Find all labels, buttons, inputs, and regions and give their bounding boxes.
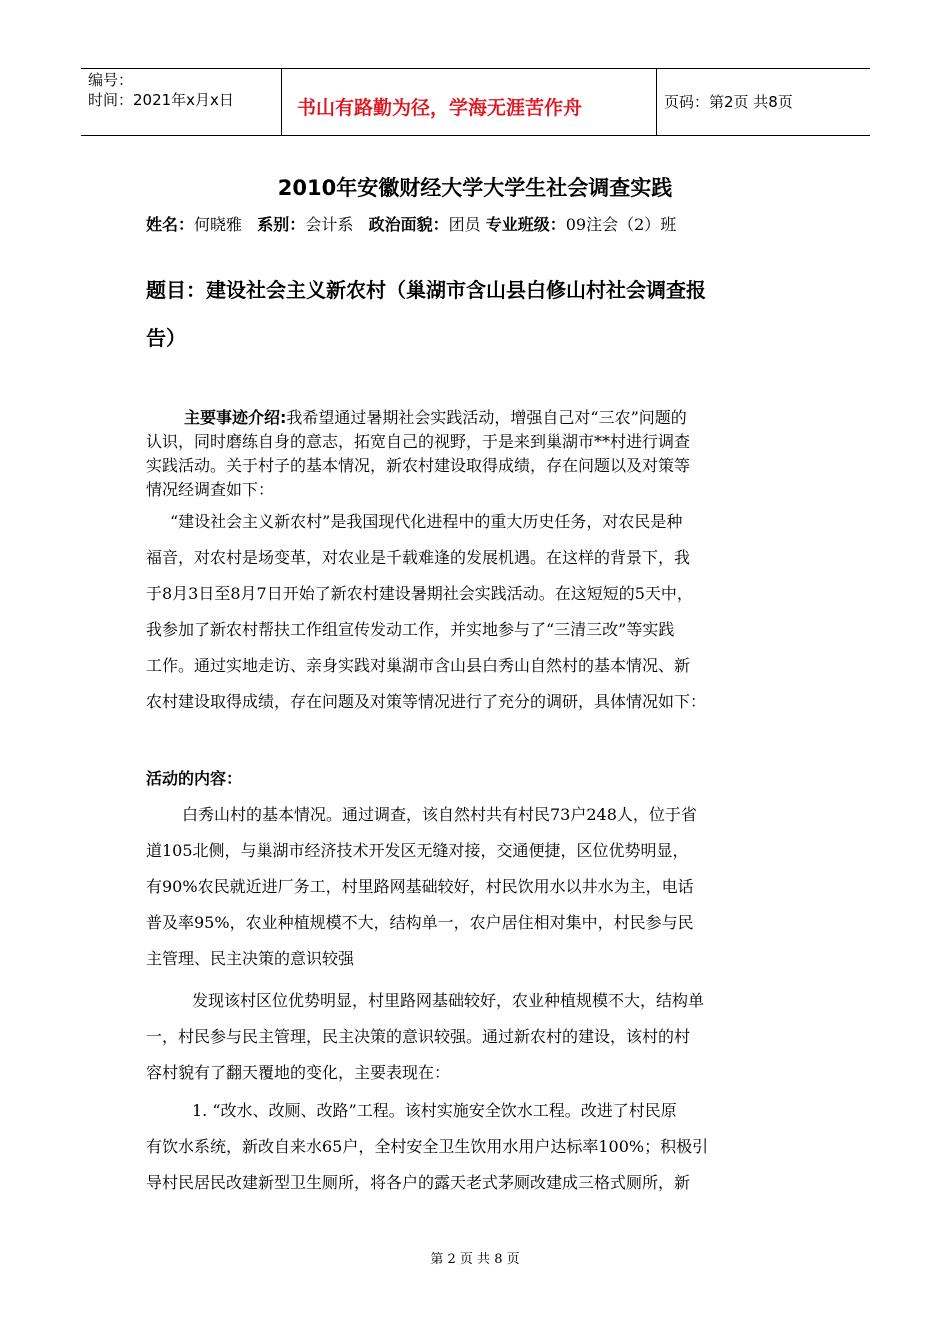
political-label: 政治面貌： (368, 215, 449, 234)
paragraph-line: “建设社会主义新农村”是我国现代化进程中的重大历史任务，对农民是种 (170, 512, 683, 531)
page-title: 2010年安徽财经大学大学生社会调查实践 (277, 176, 673, 200)
intro-line: 认识，同时磨练自身的意志，拓宽自己的视野，于是来到巢湖市**村进行调查 (146, 432, 691, 451)
paragraph-line: 导村民居民改建新型卫生厕所，将各户的露天老式茅厕改建成三格式厕所，新 (146, 1173, 691, 1192)
header-motto: 书山有路勤为径，学海无涯苦作舟 (297, 97, 583, 119)
paragraph-line: 有饮水系统，新改自来水65户，全村安全卫生饮用水用户达标率100%；积极引 (146, 1137, 709, 1156)
paragraph-2 (146, 797, 697, 977)
paragraph-line: 普及率95%，农业种植规模不大，结构单一，农户居住相对集中，村民参与民 (146, 913, 694, 932)
paragraph-line: 农村建设取得成绩，存在问题及对策等情况进行了充分的调研，具体情况如下： (146, 692, 707, 711)
paragraph-line: 主管理、民主决策的意识较强 (146, 949, 355, 968)
header-page-info: 页码：第2页 共8页 (664, 93, 793, 111)
intro-line: 情况经调查如下： (146, 480, 275, 499)
paragraph-line: 白秀山村的基本情况。通过调查，该自然村共有村民73户248人，位于省 (182, 805, 697, 824)
header-date: 时间：2021年x月x日 (88, 91, 234, 109)
paragraph-3 (146, 983, 704, 1091)
paragraph-line: 1. “改水、改厕、改路”工程。该村实施安全饮水工程。改进了村民原 (192, 1101, 677, 1120)
paragraph-line: 发现该村区位优势明显，村里路网基础较好，农业种植规模不大，结构单 (192, 991, 705, 1010)
topic-line-1: 题目：建设社会主义新农村（巢湖市含山县白修山村社会调查报 (146, 278, 706, 302)
dept-value: 会计系 (305, 215, 354, 234)
paragraph-line: 工作。通过实地走访、亲身实践对巢湖市含山县白秀山自然村的基本情况、新 (146, 656, 691, 675)
name-label: 姓名： (146, 215, 195, 234)
intro-paragraph (146, 406, 690, 502)
header-divider-left (281, 68, 282, 136)
paragraph-line: 道105北侧，与巢湖市经济技术开发区无缝对接，交通便捷，区位优势明显， (146, 841, 689, 860)
section-heading: 活动的内容： (146, 769, 243, 788)
intro-line: 实践活动。关于村子的基本情况，新农村建设取得成绩，存在问题以及对策等 (146, 456, 691, 475)
name-value: 何晓雅 (194, 215, 243, 234)
paragraph-4 (146, 1093, 708, 1201)
paragraph-line: 容村貌有了翻天覆地的变化，主要表现在： (146, 1063, 451, 1082)
header-divider-right (656, 68, 657, 136)
paragraph-line: 福音，对农村是场变革，对农业是千载难逢的发展机遇。在这样的背景下，我 (146, 548, 691, 567)
paragraph-line: 有90%农民就近进厂务工，村里路网基础较好，村民饮用水以井水为主，电话 (146, 877, 694, 896)
author-info (146, 212, 676, 235)
paragraph-line: 我参加了新农村帮扶工作组宣传发动工作，并实地参与了“三清三改”等实践 (146, 620, 675, 639)
topic-line-2: 告） (146, 326, 186, 350)
intro-line: 主要事迹介绍:我希望通过暑期社会实践活动，增强自己对“三农”问题的 (184, 408, 687, 427)
paragraph-line: 一，村民参与民主管理，民主决策的意识较强。通过新农村的建设，该村的村 (146, 1027, 691, 1046)
class-label: 专业班级： (485, 215, 566, 234)
header-number-label: 编号： (88, 71, 134, 89)
political-value: 团员 (448, 215, 481, 234)
header-bottom-rule (81, 135, 870, 136)
paragraph-line: 于8月3日至8月7日开始了新农村建设暑期社会实践活动。在这短短的5天中， (146, 584, 693, 603)
intro-label: 主要事迹介绍: (184, 408, 287, 427)
page-footer: 第 2 页 共 8 页 (430, 1252, 520, 1267)
dept-label: 系别： (257, 215, 306, 234)
paragraph-1 (146, 504, 706, 720)
header-top-rule (81, 68, 870, 69)
class-value: 09注会（2）班 (565, 215, 677, 234)
